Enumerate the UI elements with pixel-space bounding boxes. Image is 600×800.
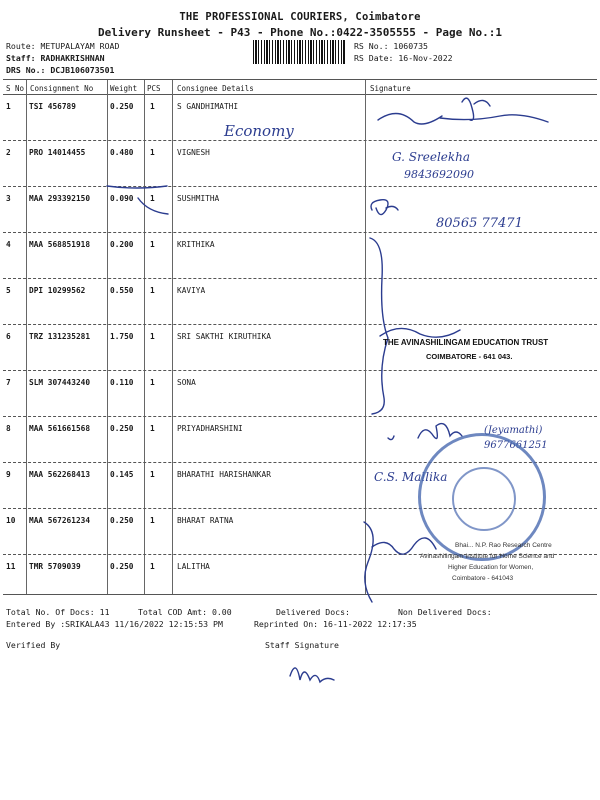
row-2-pcs: 1 xyxy=(150,148,155,157)
row-4-name: KRITHIKA xyxy=(177,240,215,249)
row-3-name: SUSHMITHA xyxy=(177,194,220,203)
company-title: THE PROFESSIONAL COURIERS, Coimbatore xyxy=(179,11,421,23)
row-4-wt: 0.200 xyxy=(110,240,134,249)
rs-date: RS Date: 16-Nov-2022 xyxy=(354,53,453,63)
row-9-wt: 0.145 xyxy=(110,470,134,479)
entered-by: Entered By :SRIKALA43 11/16/2022 12:15:53 PM xyxy=(6,619,223,629)
row-5-name: KAVIYA xyxy=(177,286,206,295)
checkmark xyxy=(138,198,168,214)
institution-stamp-name: THE AVINASHILINGAM EDUCATION TRUST xyxy=(383,338,549,347)
row-10-wt: 0.250 xyxy=(110,516,134,525)
row-4-pcs: 1 xyxy=(150,240,155,249)
col-consignment: Consignment No xyxy=(30,84,94,93)
centre-stamp-line4: Coimbatore - 641043 xyxy=(452,575,514,582)
row-10-name: BHARAT RATNA xyxy=(177,516,234,525)
col-weight: Weight xyxy=(110,84,138,93)
drs-number: DRS No.: DCJB106073501 xyxy=(6,65,115,75)
row-2-cons: PRO 14014455 xyxy=(29,148,86,157)
row-3-sno: 3 xyxy=(6,194,11,203)
row-8-sno: 8 xyxy=(6,424,11,433)
row-11-wt: 0.250 xyxy=(110,562,134,571)
row-5-wt: 0.550 xyxy=(110,286,134,295)
row-7-sno: 7 xyxy=(6,378,11,387)
row-3-pcs: 1 xyxy=(150,194,155,203)
row-10-sno: 10 xyxy=(6,516,16,525)
row-9-cons: MAA 562268413 xyxy=(29,470,91,479)
row8-handwritten-name: (Jeyamathi) xyxy=(484,425,543,436)
staff-signature-label: Staff Signature xyxy=(265,640,339,650)
staff-signature-mark xyxy=(290,668,334,682)
row-5-sno: 5 xyxy=(6,286,11,295)
row-2-name: VIGNESH xyxy=(177,148,210,157)
row-5-cons: DPI 10299562 xyxy=(29,286,86,295)
row-1-pcs: 1 xyxy=(150,102,155,111)
underline xyxy=(107,186,167,188)
row9-handwritten-signature: C.S. Mallika xyxy=(374,470,448,484)
row-1-cons: TSI 456789 xyxy=(29,102,76,111)
row-1-wt: 0.250 xyxy=(110,102,134,111)
row-2-wt: 0.480 xyxy=(110,148,134,157)
col-consignee: Consignee Details xyxy=(177,84,254,93)
row-5-pcs: 1 xyxy=(150,286,155,295)
non-delivered-docs: Non Delivered Docs: xyxy=(398,607,492,617)
runsheet-subtitle: Delivery Runsheet - P43 - Phone No.:0422-3505555 - Page No.:1 xyxy=(98,26,502,39)
col-sno: S No xyxy=(6,84,25,93)
row-8-wt: 0.250 xyxy=(110,424,134,433)
delivered-docs: Delivered Docs: xyxy=(276,607,350,617)
row-10-cons: MAA 567261234 xyxy=(29,516,91,525)
row-7-cons: SLM 307443240 xyxy=(29,378,91,387)
total-docs: Total No. Of Docs: 11 xyxy=(6,607,110,617)
row-3-cons: MAA 293392150 xyxy=(29,194,91,203)
row-11-name: LALITHA xyxy=(177,562,210,571)
row-11-cons: TMR 5709039 xyxy=(29,562,81,571)
signature-scribble xyxy=(380,328,460,337)
row2-handwritten-signature: G. Sreelekha xyxy=(392,150,471,164)
signature-scribble xyxy=(372,538,436,554)
row3-handwritten-phone: 80565 77471 xyxy=(436,216,523,231)
row-8-cons: MAA 561661568 xyxy=(29,424,91,433)
rs-number: RS No.: 1060735 xyxy=(354,41,428,51)
row-7-name: SONA xyxy=(177,378,196,387)
row-2-sno: 2 xyxy=(6,148,11,157)
row-4-cons: MAA 568851918 xyxy=(29,240,91,249)
row-6-sno: 6 xyxy=(6,332,11,341)
row-11-pcs: 1 xyxy=(150,562,155,571)
row-7-pcs: 1 xyxy=(150,378,155,387)
row-6-name: SRI SAKTHI KIRUTHIKA xyxy=(177,332,271,341)
row-1-name: S GANDHIMATHI xyxy=(177,102,239,111)
col-pcs: PCS xyxy=(147,84,161,93)
row-6-wt: 1.750 xyxy=(110,332,134,341)
centre-stamp-line2: Avinashilingam Institute for Home Science and xyxy=(420,553,555,560)
row-11-sno: 11 xyxy=(6,562,16,571)
row-9-sno: 9 xyxy=(6,470,11,479)
col-signature: Signature xyxy=(370,84,411,93)
staff: Staff: RADHAKRISHNAN xyxy=(6,53,105,63)
reprinted-on: Reprinted On: 16-11-2022 12:17:35 xyxy=(254,619,417,629)
row-7-wt: 0.110 xyxy=(110,378,134,387)
row-1-sno: 1 xyxy=(6,102,11,111)
centre-stamp-line1: Bhai... N.P. Rao Research Centre xyxy=(455,542,552,549)
total-cod: Total COD Amt: 0.00 xyxy=(138,607,232,617)
round-seal-inner xyxy=(452,467,516,531)
row-9-pcs: 1 xyxy=(150,470,155,479)
signature-scribble xyxy=(462,98,490,120)
route: Route: METUPALAYAM ROAD xyxy=(6,41,120,51)
row-9-name: BHARATHI HARISHANKAR xyxy=(177,470,271,479)
verified-by: Verified By xyxy=(6,640,61,650)
row-6-cons: TRZ 131235281 xyxy=(29,332,91,341)
signature-scribble xyxy=(371,200,398,215)
signature-scribble xyxy=(378,113,548,124)
row8-handwritten-phone: 9677661251 xyxy=(484,440,548,451)
row-3-wt: 0.090 xyxy=(110,194,134,203)
centre-stamp-line3: Higher Education for Women, xyxy=(448,564,534,571)
signature-scribble xyxy=(388,424,462,440)
row2-handwritten-phone: 9843692090 xyxy=(404,168,474,181)
bracket xyxy=(364,522,373,602)
row1-handwritten-note: Economy xyxy=(224,122,294,140)
row-10-pcs: 1 xyxy=(150,516,155,525)
row-8-name: PRIYADHARSHINI xyxy=(177,424,243,433)
bracket xyxy=(370,238,388,414)
row-6-pcs: 1 xyxy=(150,332,155,341)
row-4-sno: 4 xyxy=(6,240,11,249)
row-8-pcs: 1 xyxy=(150,424,155,433)
institution-stamp-city: COIMBATORE - 641 043. xyxy=(426,352,513,361)
